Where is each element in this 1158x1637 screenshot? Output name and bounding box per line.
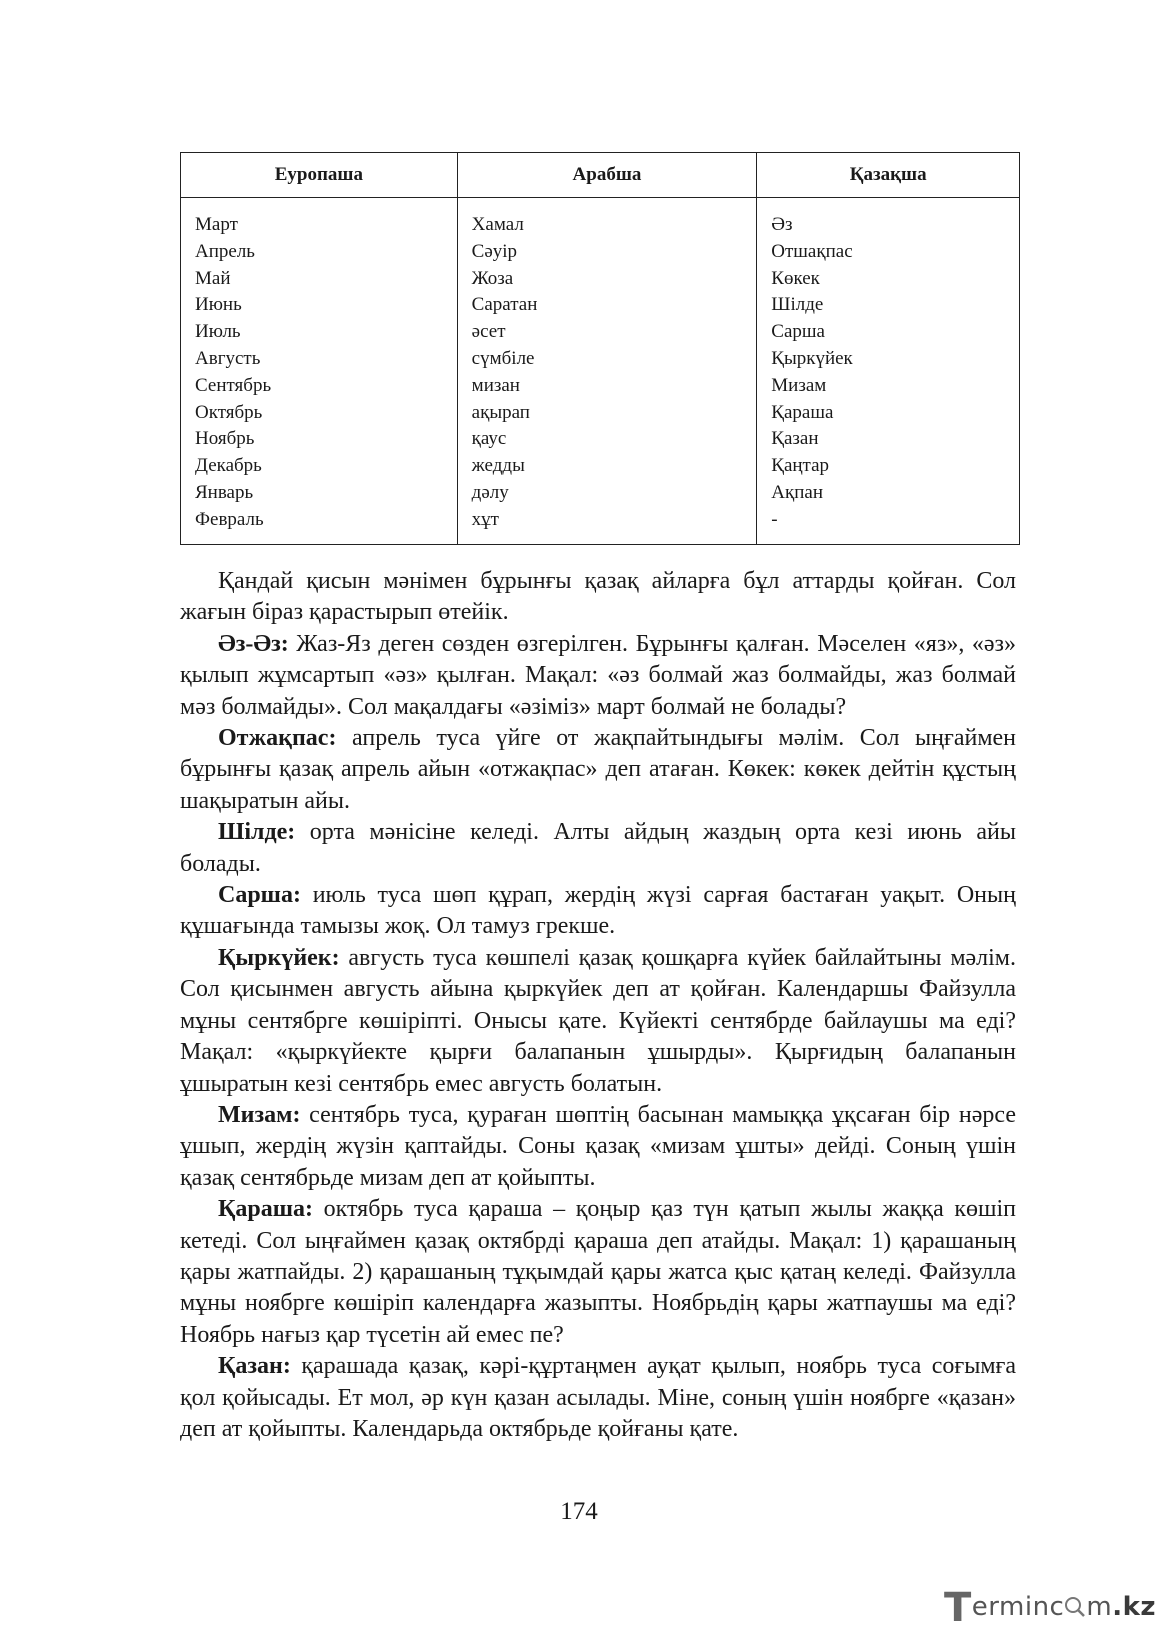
european-column — [181, 198, 458, 545]
paragraph-text: Қандай қисын мәнімен бұрынғы қазақ айларға бұл аттарды қойған. Сол жағын біраз қарастырып өтейік. — [180, 568, 1016, 626]
european-cell: Май — [195, 267, 231, 289]
european-cell: Март — [195, 214, 238, 235]
paragraph-term: Әз-Әз: — [218, 630, 289, 657]
kazakh-cell: Отшақпас — [771, 240, 853, 262]
paragraph-text: апрель туса үйге от жақпайтындығы мәлім. Сол ыңғаймен бұрынғы қазақ апрель айын «отжақпас» деп атаған. Көкек: көкек дейтін құстың шақыратын айы. — [180, 725, 1016, 814]
paragraph — [180, 943, 1016, 1100]
european-cell: Августь — [195, 347, 261, 369]
paragraph-text: августь туса көшпелі қазақ қошқарға күйек байлайтыны мәлім. Сол қисынмен августь айына қыркүйек деп ат қойған. Календаршы Файзулла мұны сентябрге көшіріпті. Онысы қате. Күйекті сентябрде байлаушы ма еді? Мақал: «қыркүйекте қырғи балапанын ұшырды». Қырғидың балапанын ұшыратын кезі сентябрь емес августь болатын. — [180, 944, 1016, 1097]
paragraph — [180, 1351, 1016, 1445]
kazakh-cell: Қазан — [771, 428, 819, 450]
paragraph-term: Отжақпас: — [218, 725, 337, 752]
paragraph — [180, 723, 1016, 817]
table-body-row — [181, 198, 1020, 545]
header-kazakh: Қазақша — [757, 153, 1020, 198]
kazakh-cell: Мизам — [771, 374, 827, 396]
arabic-cell: Сәуір — [471, 240, 518, 262]
paragraph-term: Мизам: — [218, 1101, 301, 1128]
paragraph — [180, 817, 1016, 880]
paragraph-text: сентябрь туса, қураған шөптің басынан мамыққа ұқсаған бір нәрсе ұшып, жердің жүзін қаптайды. Соны қазақ «мизам ұшты» дейді. Соның үшін қазақ сентябрьде мизам деп ат қойыпты. — [180, 1101, 1016, 1191]
paragraph-text: орта мәнісіне келеді. Алты айдың жаздың орта кезі июнь айы болады. — [180, 819, 1016, 877]
arabic-cell: сүмбіле — [471, 347, 535, 369]
arabic-cell: Саратан — [471, 294, 538, 316]
paragraph-term: Қараша: — [218, 1196, 314, 1223]
kazakh-cell: Қараша — [771, 401, 834, 423]
european-cell: Июнь — [195, 294, 242, 316]
magnifier-icon — [1064, 1595, 1086, 1625]
body-text — [180, 566, 1016, 1445]
kazakh-cell: Сарша — [771, 321, 825, 343]
header-arabic: Арабша — [457, 153, 757, 198]
watermark-suffix: .kz — [1112, 1592, 1156, 1622]
european-cell: Январь — [195, 481, 254, 503]
kazakh-column — [757, 198, 1020, 545]
arabic-cell: қаус — [471, 428, 507, 450]
arabic-cell: ақырап — [471, 401, 530, 423]
european-cell: Октябрь — [195, 401, 263, 423]
table-header-row — [181, 153, 1020, 198]
arabic-cell: Хамал — [471, 214, 524, 235]
arabic-cell: әсет — [471, 321, 506, 343]
paragraph — [180, 1100, 1016, 1194]
european-cell: Ноябрь — [195, 428, 255, 450]
european-cell: Декабрь — [195, 455, 262, 477]
months-table — [180, 152, 1020, 545]
paragraph-text: июль туса шөп құрап, жердің жүзі сарғая бастаған уақыт. Оның құшағында тамызы жоқ. Ол тамуз грекше. — [180, 882, 1016, 940]
arabic-cell: дәлу — [471, 481, 509, 503]
watermark-text-middle: erminc — [971, 1592, 1065, 1622]
paragraph-term: Қазан: — [218, 1353, 291, 1380]
header-european: Еуропаша — [181, 153, 458, 198]
paragraph-term: Сарша: — [218, 882, 301, 909]
european-cell: Июль — [195, 321, 241, 343]
arabic-cell: хұт — [471, 508, 499, 530]
kazakh-cell: Қаңтар — [771, 455, 830, 477]
kazakh-cell: Қыркүйек — [771, 347, 853, 369]
paragraph-term: Шілде: — [218, 819, 296, 846]
watermark-text-m: m — [1086, 1592, 1113, 1622]
arabic-column — [457, 198, 757, 545]
paragraph — [180, 1194, 1016, 1351]
european-cell: Апрель — [195, 240, 255, 262]
watermark-initial: T — [944, 1585, 972, 1631]
paragraph-term: Қыркүйек: — [218, 944, 340, 971]
kazakh-cell: Ақпан — [771, 481, 824, 503]
arabic-cell: мизан — [471, 374, 520, 396]
paragraph — [180, 629, 1016, 723]
kazakh-cell: - — [771, 508, 778, 530]
page-number: 174 — [560, 1498, 598, 1525]
paragraph — [180, 566, 1016, 629]
paragraph-text: қарашада қазақ, кәрі-құртаңмен ауқат қылып, ноябрь туса соғымға қол қойысады. Ет мол, әр күн қазан асылады. Міне, соның үшін ноябрге «қазан» деп ат қойыпты. Календарьда октябрьде қойғаны қате. — [180, 1353, 1016, 1442]
kazakh-cell: Әз — [771, 214, 793, 235]
paragraph-text: Жаз-Яз деген сөзден өзгерілген. Бұрынғы қалған. Мәселен «яз», «әз» қылып жұмсартып «әз» қылған. Мақал: «әз болмай жаз болмайды, жаз болмай мәз болмайды». Сол мақалдағы «әзіміз» март болмай не болады? — [180, 630, 1016, 720]
kazakh-cell: Көкек — [771, 267, 820, 289]
european-cell: Сентябрь — [195, 374, 272, 396]
arabic-cell: жедды — [471, 455, 525, 477]
paragraph-text: октябрь туса қараша – қоңыр қаз түн қатып жылы жаққа көшіп кетеді. Сол ыңғаймен қазақ октябрді қараша деп атайды. Мақал: 1) қарашаның қары жатпайды. 2) қарашаның тұқымдай қары жатса қыс қатаң келеді. Файзулла мұны ноябрге көшіріп календарға жазыпты. Ноябрьдің қары жатпаушы ма еді? Ноябрь нағыз қар түсетін ай емес пе? — [180, 1196, 1016, 1348]
european-cell: Февраль — [195, 508, 264, 530]
paragraph — [180, 880, 1016, 943]
termincom-watermark-logo — [944, 1585, 1156, 1631]
arabic-cell: Жоза — [471, 267, 514, 289]
kazakh-cell: Шілде — [771, 294, 824, 316]
